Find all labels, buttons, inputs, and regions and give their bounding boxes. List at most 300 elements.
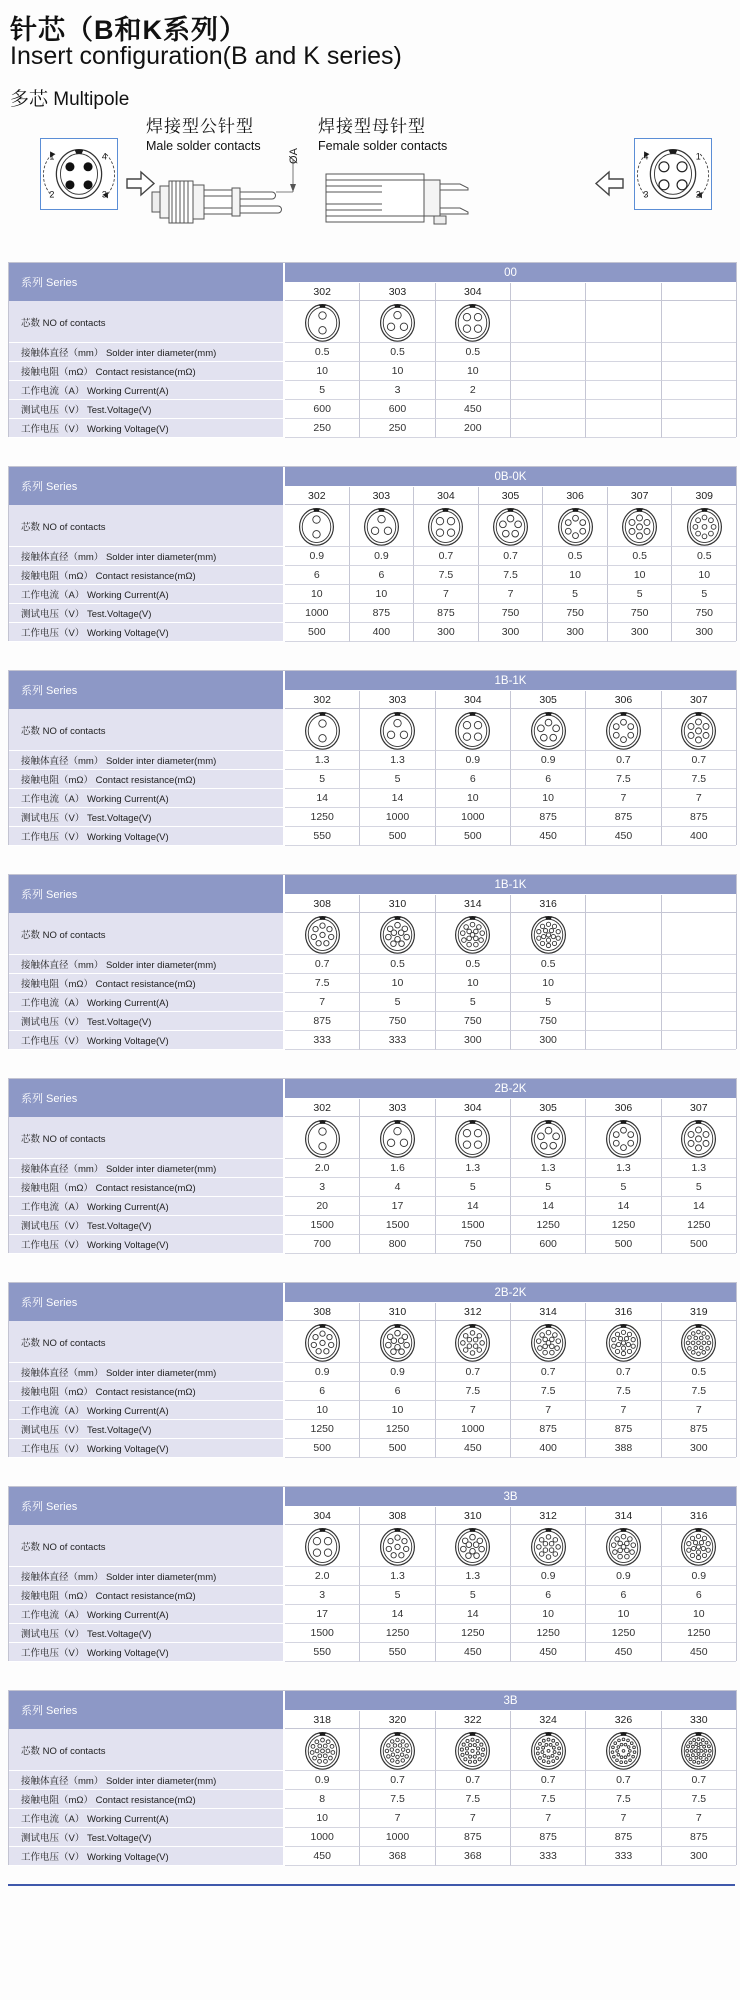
model-number-cell: 302: [285, 691, 360, 709]
value-cell: 368: [360, 1847, 435, 1866]
value-cell: [662, 1012, 736, 1031]
value-cell: 500: [662, 1235, 736, 1254]
table-header: [9, 671, 736, 709]
value-cell: 1.3: [360, 1567, 435, 1586]
value-cell: 14: [436, 1197, 511, 1216]
value-cell: 8: [285, 1790, 360, 1809]
female-label-en: Female solder contacts: [318, 139, 448, 153]
model-number-cell: 303: [350, 487, 415, 505]
row-contacts: [9, 505, 736, 547]
row-test-voltage: [9, 1216, 736, 1235]
contacts-icon-cell: [586, 1525, 661, 1567]
contacts-icon-cell: [511, 913, 586, 955]
value-cell: 6: [285, 1382, 360, 1401]
value-cell: [586, 1031, 661, 1050]
value-cell: 1250: [511, 1216, 586, 1235]
value-cell: [662, 1031, 736, 1050]
value-cell: 875: [586, 1828, 661, 1847]
row-label: 芯数 NO of contacts: [9, 1117, 283, 1159]
value-cell: 1000: [436, 1420, 511, 1439]
value-cell: 875: [511, 1828, 586, 1847]
value-cell: 300: [662, 1439, 736, 1458]
row-working-voltage: [9, 1847, 736, 1866]
page-title-cn: 针芯（B和K系列）: [10, 15, 247, 45]
value-cell: 1000: [285, 604, 350, 623]
value-cell: [662, 974, 736, 993]
value-cell: 450: [436, 1439, 511, 1458]
contacts-icon-cell: [672, 505, 736, 547]
value-cell: [511, 343, 586, 362]
value-cell: [662, 381, 736, 400]
series-name: 3B: [285, 1487, 736, 1507]
value-cell: 0.7: [662, 751, 736, 770]
row-contacts: [9, 1729, 736, 1771]
row-label: 接触体直径（mm） Solder inter diameter(mm): [9, 1363, 283, 1382]
value-cell: 0.9: [285, 1363, 360, 1382]
value-cell: 2: [436, 381, 511, 400]
contacts-icon-cell: [586, 709, 661, 751]
value-cell: 7: [285, 993, 360, 1012]
contacts-icon-cell: [285, 709, 360, 751]
dimension-a-label: ØA: [287, 148, 300, 164]
value-cell: 7: [360, 1809, 435, 1828]
value-cell: [662, 343, 736, 362]
value-cell: 10: [436, 789, 511, 808]
model-number-cell: 314: [586, 1507, 661, 1525]
row-resistance: [9, 974, 736, 993]
row-label: 测试电压（V） Test.Voltage(V): [9, 400, 283, 419]
model-number-cell: 304: [436, 691, 511, 709]
model-number-cell: 305: [479, 487, 544, 505]
value-cell: 10: [285, 1401, 360, 1420]
value-cell: 6: [436, 770, 511, 789]
contacts-icon-cell: [543, 505, 608, 547]
value-cell: 7: [586, 1809, 661, 1828]
contacts-icon-cell: [511, 1117, 586, 1159]
value-cell: 17: [285, 1605, 360, 1624]
row-label: 接触电阻（mΩ） Contact resistance(mΩ): [9, 1382, 283, 1401]
value-cell: 2.0: [285, 1159, 360, 1178]
value-cell: 7: [662, 1401, 736, 1420]
value-cell: 10: [360, 974, 435, 993]
value-cell: 10: [511, 974, 586, 993]
value-cell: 300: [511, 1031, 586, 1050]
model-number-cell: 302: [285, 487, 350, 505]
row-current: [9, 1401, 736, 1420]
value-cell: 7: [511, 1401, 586, 1420]
value-cell: 7.5: [586, 1382, 661, 1401]
contacts-icon-cell: [436, 1525, 511, 1567]
row-label: 接触体直径（mm） Solder inter diameter(mm): [9, 343, 283, 362]
value-cell: 0.7: [586, 1363, 661, 1382]
model-number-cell: [662, 895, 736, 913]
row-diameter: [9, 547, 736, 566]
table-header: [9, 1691, 736, 1729]
male-label-en: Male solder contacts: [146, 139, 261, 153]
contacts-icon-cell: [360, 1729, 435, 1771]
value-cell: [586, 400, 661, 419]
value-cell: [511, 362, 586, 381]
value-cell: 3: [360, 381, 435, 400]
female-label-cn: 焊接型母针型: [318, 117, 426, 136]
contacts-icon-cell: [662, 1117, 736, 1159]
table-header: [9, 467, 736, 505]
value-cell: 0.9: [436, 751, 511, 770]
value-cell: 5: [511, 993, 586, 1012]
value-cell: 200: [436, 419, 511, 438]
contacts-icon-cell: [511, 1321, 586, 1363]
series-name: 3B: [285, 1691, 736, 1711]
model-number-row: [285, 487, 736, 505]
row-label: 工作电压（V） Working Voltage(V): [9, 419, 283, 438]
row-working-voltage: [9, 1643, 736, 1662]
contacts-icon-cell: [360, 1321, 435, 1363]
value-cell: 750: [479, 604, 544, 623]
value-cell: 750: [543, 604, 608, 623]
value-cell: 450: [436, 1643, 511, 1662]
value-cell: 10: [350, 585, 415, 604]
row-resistance: [9, 1790, 736, 1809]
value-cell: 875: [662, 808, 736, 827]
row-working-voltage: [9, 1031, 736, 1050]
contacts-icon-cell: [662, 913, 736, 955]
model-number-cell: 316: [662, 1507, 736, 1525]
value-cell: 1.3: [285, 751, 360, 770]
value-cell: 1.3: [436, 1159, 511, 1178]
row-label: 工作电压（V） Working Voltage(V): [9, 827, 283, 846]
value-cell: 750: [608, 604, 673, 623]
value-cell: 14: [662, 1197, 736, 1216]
value-cell: 500: [285, 1439, 360, 1458]
model-number-row: [285, 691, 736, 709]
contacts-icon-cell: [586, 301, 661, 343]
series-label-cell: 系列 Series: [9, 467, 283, 505]
row-diameter: [9, 1771, 736, 1790]
value-cell: [586, 993, 661, 1012]
value-cell: 550: [285, 827, 360, 846]
value-cell: 0.9: [511, 751, 586, 770]
row-current: [9, 1605, 736, 1624]
series-name: 2B-2K: [285, 1079, 736, 1099]
value-cell: 0.7: [479, 547, 544, 566]
model-number-cell: 330: [662, 1711, 736, 1729]
row-label: 工作电流（A） Working Current(A): [9, 381, 283, 400]
row-current: [9, 1809, 736, 1828]
value-cell: 14: [511, 1197, 586, 1216]
value-cell: 0.9: [360, 1363, 435, 1382]
model-number-cell: 305: [511, 1099, 586, 1117]
model-number-cell: 308: [360, 1507, 435, 1525]
value-cell: 7: [436, 1401, 511, 1420]
row-diameter: [9, 751, 736, 770]
arrow-left-icon: [594, 170, 624, 197]
value-cell: 0.5: [662, 1363, 736, 1382]
value-cell: 0.5: [360, 343, 435, 362]
value-cell: 300: [662, 1847, 736, 1866]
value-cell: 450: [436, 400, 511, 419]
series-table-1-00: [8, 262, 737, 437]
value-cell: 10: [285, 362, 360, 381]
value-cell: 875: [285, 1012, 360, 1031]
row-test-voltage: [9, 808, 736, 827]
value-cell: 7.5: [662, 1790, 736, 1809]
row-resistance: [9, 1382, 736, 1401]
value-cell: 1500: [436, 1216, 511, 1235]
value-cell: 875: [586, 808, 661, 827]
contacts-icon-cell: [586, 1321, 661, 1363]
value-cell: 10: [608, 566, 673, 585]
value-cell: 875: [350, 604, 415, 623]
row-current: [9, 1197, 736, 1216]
value-cell: [662, 955, 736, 974]
value-cell: [662, 400, 736, 419]
value-cell: 5: [360, 1586, 435, 1605]
series-name: 00: [285, 263, 736, 283]
value-cell: 0.5: [285, 343, 360, 362]
female-insert-face-box: [634, 138, 712, 210]
row-diameter: [9, 1567, 736, 1586]
value-cell: 300: [672, 623, 736, 642]
value-cell: 1.3: [511, 1159, 586, 1178]
value-cell: 1250: [586, 1624, 661, 1643]
model-number-cell: [511, 283, 586, 301]
row-contacts: [9, 913, 736, 955]
value-cell: 10: [285, 585, 350, 604]
model-number-cell: 304: [436, 1099, 511, 1117]
series-name: 1B-1K: [285, 875, 736, 895]
row-label: 工作电压（V） Working Voltage(V): [9, 1235, 283, 1254]
contacts-icon-cell: [586, 913, 661, 955]
value-cell: 1000: [285, 1828, 360, 1847]
value-cell: 450: [511, 1643, 586, 1662]
table-header: [9, 875, 736, 913]
value-cell: 300: [608, 623, 673, 642]
model-number-cell: 314: [436, 895, 511, 913]
value-cell: 3: [285, 1586, 360, 1605]
female-solder-contacts-label: [318, 112, 447, 153]
value-cell: 500: [360, 1439, 435, 1458]
value-cell: 5: [360, 770, 435, 789]
contacts-icon-cell: [285, 1525, 360, 1567]
row-test-voltage: [9, 1012, 736, 1031]
row-diameter: [9, 1363, 736, 1382]
row-label: 接触电阻（mΩ） Contact resistance(mΩ): [9, 1586, 283, 1605]
model-number-cell: 307: [662, 1099, 736, 1117]
series-label-cell: 系列 Series: [9, 875, 283, 913]
value-cell: 7.5: [479, 566, 544, 585]
value-cell: 5: [360, 993, 435, 1012]
series-table-5-2B-2K: [8, 1078, 737, 1253]
row-label: 接触体直径（mm） Solder inter diameter(mm): [9, 955, 283, 974]
value-cell: [662, 362, 736, 381]
model-number-cell: 304: [436, 283, 511, 301]
value-cell: 1500: [285, 1216, 360, 1235]
value-cell: 6: [511, 1586, 586, 1605]
model-number-cell: 324: [511, 1711, 586, 1729]
contacts-icon-cell: [285, 505, 350, 547]
model-number-cell: 320: [360, 1711, 435, 1729]
value-cell: 400: [350, 623, 415, 642]
value-cell: 0.7: [360, 1771, 435, 1790]
male-solder-contacts-label: [146, 112, 261, 153]
value-cell: 750: [360, 1012, 435, 1031]
row-label: 芯数 NO of contacts: [9, 1321, 283, 1363]
value-cell: 7: [586, 789, 661, 808]
row-label: 接触电阻（mΩ） Contact resistance(mΩ): [9, 770, 283, 789]
model-number-cell: 303: [360, 283, 435, 301]
row-label: 测试电压（V） Test.Voltage(V): [9, 1216, 283, 1235]
value-cell: 7.5: [436, 1790, 511, 1809]
svg-text:1: 1: [695, 151, 701, 162]
value-cell: 450: [662, 1643, 736, 1662]
model-number-cell: 312: [436, 1303, 511, 1321]
value-cell: 388: [586, 1439, 661, 1458]
value-cell: [586, 343, 661, 362]
series-table-6-2B-2K: [8, 1282, 737, 1457]
series-table-7-3B: [8, 1486, 737, 1661]
value-cell: 1.3: [586, 1159, 661, 1178]
model-number-cell: 326: [586, 1711, 661, 1729]
model-number-cell: 308: [285, 895, 360, 913]
value-cell: 0.7: [436, 1363, 511, 1382]
value-cell: 5: [285, 770, 360, 789]
value-cell: 10: [586, 1605, 661, 1624]
value-cell: 6: [511, 770, 586, 789]
value-cell: 1250: [586, 1216, 661, 1235]
row-label: 工作电流（A） Working Current(A): [9, 1605, 283, 1624]
value-cell: 500: [586, 1235, 661, 1254]
value-cell: 600: [285, 400, 360, 419]
value-cell: 500: [285, 623, 350, 642]
value-cell: 450: [511, 827, 586, 846]
contacts-icon-cell: [511, 1729, 586, 1771]
row-working-voltage: [9, 1439, 736, 1458]
contacts-icon-cell: [511, 1525, 586, 1567]
value-cell: 1.3: [360, 751, 435, 770]
row-test-voltage: [9, 604, 736, 623]
svg-text:4: 4: [101, 151, 107, 162]
model-number-cell: 304: [414, 487, 479, 505]
row-diameter: [9, 955, 736, 974]
value-cell: 400: [511, 1439, 586, 1458]
value-cell: 6: [285, 566, 350, 585]
value-cell: 3: [285, 1178, 360, 1197]
contacts-icon-cell: [436, 1117, 511, 1159]
row-label: 接触体直径（mm） Solder inter diameter(mm): [9, 1771, 283, 1790]
svg-text:2: 2: [49, 189, 55, 200]
value-cell: 7.5: [662, 770, 736, 789]
value-cell: 7: [436, 1809, 511, 1828]
contacts-icon-cell: [285, 913, 360, 955]
contacts-icon-cell: [360, 1525, 435, 1567]
value-cell: [586, 362, 661, 381]
value-cell: 0.9: [586, 1567, 661, 1586]
value-cell: 0.7: [586, 751, 661, 770]
value-cell: [586, 974, 661, 993]
value-cell: 1250: [662, 1216, 736, 1235]
row-label: 接触体直径（mm） Solder inter diameter(mm): [9, 751, 283, 770]
value-cell: 0.7: [436, 1771, 511, 1790]
value-cell: 14: [285, 789, 360, 808]
value-cell: 1.3: [436, 1567, 511, 1586]
value-cell: 500: [436, 827, 511, 846]
row-label: 工作电压（V） Working Voltage(V): [9, 623, 283, 642]
value-cell: 5: [285, 381, 360, 400]
value-cell: 0.9: [350, 547, 415, 566]
female-connector-drawing: [322, 158, 482, 240]
male-label-cn: 焊接型公针型: [146, 117, 254, 136]
male-insert-face-box: [40, 138, 118, 210]
row-label: 芯数 NO of contacts: [9, 913, 283, 955]
value-cell: [662, 419, 736, 438]
row-label: 工作电流（A） Working Current(A): [9, 993, 283, 1012]
value-cell: [586, 955, 661, 974]
value-cell: 750: [436, 1012, 511, 1031]
value-cell: 5: [436, 993, 511, 1012]
svg-text:1: 1: [49, 151, 55, 162]
value-cell: 700: [285, 1235, 360, 1254]
contacts-icon-cell: [360, 913, 435, 955]
row-working-voltage: [9, 623, 736, 642]
value-cell: 0.9: [662, 1567, 736, 1586]
value-cell: 450: [285, 1847, 360, 1866]
value-cell: 10: [672, 566, 736, 585]
value-cell: 14: [360, 789, 435, 808]
row-label: 测试电压（V） Test.Voltage(V): [9, 604, 283, 623]
value-cell: 5: [543, 585, 608, 604]
contacts-icon-cell: [360, 1117, 435, 1159]
value-cell: 333: [285, 1031, 360, 1050]
value-cell: 7.5: [511, 1382, 586, 1401]
value-cell: 1250: [285, 808, 360, 827]
series-name: 0B-0K: [285, 467, 736, 487]
value-cell: 1500: [360, 1216, 435, 1235]
model-number-cell: 303: [360, 691, 435, 709]
model-number-cell: 310: [360, 1303, 435, 1321]
series-name: 1B-1K: [285, 671, 736, 691]
row-label: 芯数 NO of contacts: [9, 709, 283, 751]
row-test-voltage: [9, 1828, 736, 1847]
model-number-row: [285, 283, 736, 301]
model-number-row: [285, 1303, 736, 1321]
row-label: 测试电压（V） Test.Voltage(V): [9, 808, 283, 827]
value-cell: 10: [436, 362, 511, 381]
row-test-voltage: [9, 1420, 736, 1439]
value-cell: 1000: [436, 808, 511, 827]
model-number-cell: 319: [662, 1303, 736, 1321]
value-cell: 333: [360, 1031, 435, 1050]
model-number-cell: 308: [285, 1303, 360, 1321]
value-cell: 600: [360, 400, 435, 419]
value-cell: 0.5: [543, 547, 608, 566]
value-cell: 7.5: [511, 1790, 586, 1809]
row-current: [9, 585, 736, 604]
row-diameter: [9, 343, 736, 362]
value-cell: [662, 993, 736, 1012]
value-cell: 0.5: [436, 955, 511, 974]
value-cell: 875: [436, 1828, 511, 1847]
row-label: 工作电流（A） Working Current(A): [9, 1197, 283, 1216]
value-cell: 0.7: [414, 547, 479, 566]
value-cell: [511, 381, 586, 400]
model-number-row: [285, 1711, 736, 1729]
value-cell: 875: [511, 1420, 586, 1439]
value-cell: 1000: [360, 808, 435, 827]
contacts-icon-cell: [285, 301, 360, 343]
value-cell: [586, 381, 661, 400]
value-cell: 400: [662, 827, 736, 846]
row-label: 芯数 NO of contacts: [9, 301, 283, 343]
